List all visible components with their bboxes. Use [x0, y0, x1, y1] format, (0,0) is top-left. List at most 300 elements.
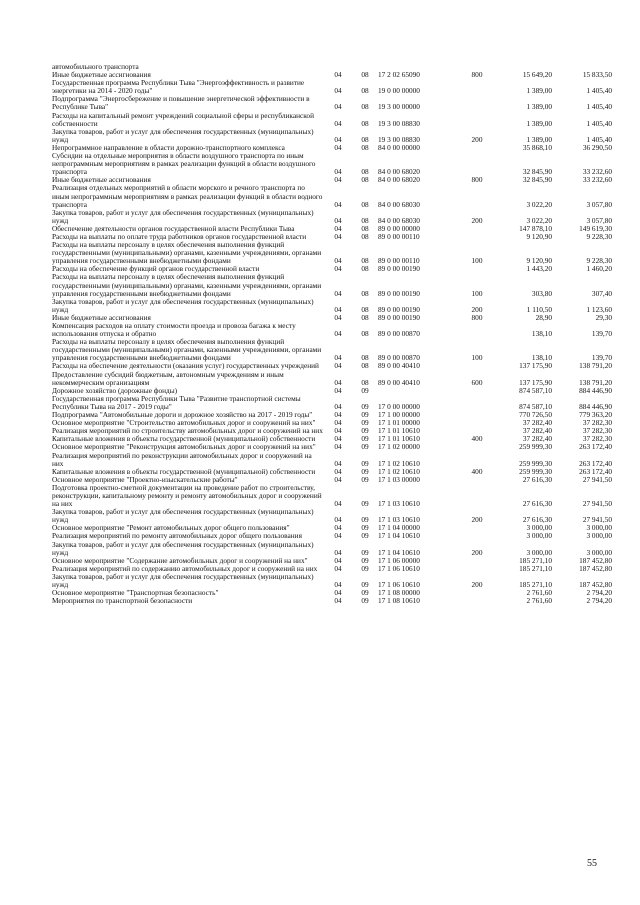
subsection-code-cell: 09	[361, 515, 369, 525]
expense-name-cell: Реализация мероприятий по ремонту автомобильных дорог общего пользования	[52, 531, 302, 541]
amount-year1-cell: 9 120,90	[526, 231, 552, 241]
expense-type-cell: 100	[471, 256, 483, 266]
subsection-code-cell: 09	[361, 555, 369, 565]
expense-type-cell: 200	[471, 515, 483, 525]
amount-year2-cell: 3 057,80	[586, 215, 612, 225]
expense-type-cell	[462, 225, 492, 233]
table-row	[52, 452, 612, 468]
subsection-code-cell: 08	[361, 361, 369, 371]
expense-name-cell: автомобильного транспорта	[52, 62, 139, 71]
subsection-code-cell: 09	[361, 531, 369, 541]
expense-type-cell: 400	[471, 466, 483, 476]
expense-name-cell: Реализация мероприятий по реконструкции автомобильных дорог и сооружений на них	[52, 450, 312, 468]
expense-name-cell: Реализация мероприятий по строительству автомобильных дорог и сооружений на них	[52, 426, 323, 436]
budget-table	[52, 63, 612, 605]
target-article-cell: 19 0 00 00000	[378, 86, 420, 96]
expense-type-cell: 600	[471, 377, 483, 387]
subsection-code-cell: 09	[361, 458, 369, 468]
amount-year1-cell: 32 845,90	[522, 175, 552, 185]
expense-type-cell: 800	[471, 312, 483, 322]
section-code-cell: 04	[334, 231, 342, 241]
section-code-cell: 04	[334, 547, 342, 557]
amount-year2-cell: 307,40	[591, 288, 612, 298]
amount-year2-cell: 1 405,40	[586, 102, 612, 112]
amount-year2-cell: 33 232,60	[582, 167, 612, 177]
subsection-code-cell: 08	[361, 329, 369, 339]
amount-year1-cell: 3 000,00	[526, 531, 552, 541]
amount-year2-cell: 3 000,00	[586, 547, 612, 557]
amount-year1-cell: 770 726,50	[519, 410, 552, 420]
amount-year2-cell: 9 228,30	[586, 256, 612, 266]
expense-type-cell	[462, 79, 492, 95]
table-row	[52, 573, 612, 589]
amount-year1-cell: 9 120,90	[526, 256, 552, 266]
amount-year1-cell: 138,10	[531, 353, 552, 363]
target-article-cell: 89 0 00 00190	[378, 312, 420, 322]
amount-year2-cell: 36 290,50	[582, 142, 612, 152]
target-article-cell: 17 2 02 65090	[378, 70, 420, 80]
expense-type-cell	[462, 144, 492, 152]
amount-year2-cell: 263 172,40	[579, 466, 612, 476]
target-article-cell: 89 0 00 40410	[378, 377, 420, 387]
amount-year2-cell: 27 941,50	[582, 474, 612, 484]
expense-type-cell	[462, 411, 492, 419]
subsection-code-cell: 08	[361, 223, 369, 233]
section-code-cell: 04	[334, 167, 342, 177]
table-row	[52, 508, 612, 524]
expense-type-cell	[462, 152, 492, 176]
subsection-code-cell: 09	[361, 596, 369, 606]
expense-type-cell	[462, 524, 492, 532]
expense-name-cell: Расходы на выплаты персоналу в целях обеспечения выполнения функций государственными (муниципальными) органами, казенными учреждениями, органами управления государственными внебюджетными фондами	[52, 337, 322, 363]
expense-name-cell: Расходы на обеспечение функций органов государственной власти	[52, 264, 260, 274]
amount-year1-cell: 37 282,40	[522, 426, 552, 436]
target-article-cell: 17 1 01 10610	[378, 434, 420, 444]
expense-name-cell: Иные бюджетные ассигнования	[52, 70, 151, 80]
amount-year1-cell: 1 110,50	[526, 304, 552, 314]
amount-year2-cell: 37 282,30	[582, 434, 612, 444]
target-article-cell: 89 0 00 00870	[378, 353, 420, 363]
section-code-cell: 04	[334, 434, 342, 444]
amount-year1-cell: 1 389,00	[526, 86, 552, 96]
budget-table-body	[52, 63, 612, 605]
section-code-cell: 04	[334, 563, 342, 573]
subsection-code-cell: 08	[361, 175, 369, 185]
section-code-cell: 04	[334, 329, 342, 339]
target-article-cell: 19 3 00 08830	[378, 118, 420, 128]
target-article-cell: 17 1 03 00000	[378, 474, 420, 484]
amount-year2-cell: 884 446,90	[579, 401, 612, 411]
amount-year1-cell: 185 271,10	[519, 580, 552, 589]
amount-year1-cell: 137 175,90	[519, 361, 552, 371]
subsection-code-cell: 09	[361, 580, 369, 589]
section-code-cell: 04	[334, 515, 342, 525]
target-article-cell: 84 0 00 68030	[378, 199, 420, 209]
section-code-cell: 04	[334, 264, 342, 274]
expense-type-cell	[462, 452, 492, 468]
target-article-cell: 17 1 02 00000	[378, 442, 420, 452]
target-article-cell: 17 1 06 10610	[378, 563, 420, 573]
target-article-cell: 17 1 08 00000	[378, 588, 420, 598]
target-article-cell: 84 0 00 68030	[378, 215, 420, 225]
subsection-code-cell: 09	[361, 588, 369, 598]
amount-year1-cell: 259 999,30	[519, 458, 552, 468]
table-row	[52, 597, 612, 605]
expense-type-cell	[462, 419, 492, 427]
subsection-code-cell: 09	[361, 401, 369, 411]
table-row	[52, 112, 612, 128]
amount-year2-cell: 27 941,50	[582, 499, 612, 509]
amount-year1-cell: 137 175,90	[519, 377, 552, 387]
table-row	[52, 322, 612, 338]
section-code-cell: 04	[334, 499, 342, 509]
amount-year2-cell: 263 172,40	[579, 458, 612, 468]
amount-year2-cell: 3 000,00	[586, 523, 612, 533]
amount-year1-cell: 259 999,30	[519, 466, 552, 476]
target-article-cell: 17 1 00 00000	[378, 410, 420, 420]
amount-year1-cell: 37 282,40	[522, 418, 552, 428]
section-code-cell: 04	[334, 458, 342, 468]
subsection-code-cell: 08	[361, 167, 369, 177]
expense-name-cell: Закупка товаров, работ и услуг для обеспечения государственных (муниципальных) нужд	[52, 126, 314, 144]
target-article-cell	[378, 387, 462, 395]
amount-year1-cell: 1 389,00	[526, 134, 552, 144]
section-code-cell: 04	[334, 466, 342, 476]
amount-year1-cell: 874 587,10	[519, 385, 552, 395]
amount-year2-cell: 139,70	[591, 353, 612, 363]
amount-year1-cell: 1 389,00	[526, 118, 552, 128]
section-code-cell: 04	[334, 580, 342, 589]
expense-type-cell: 400	[471, 434, 483, 444]
section-code-cell: 04	[334, 118, 342, 128]
target-article-cell: 17 1 04 10610	[378, 547, 420, 557]
expense-type-cell	[462, 233, 492, 241]
amount-year1-cell: 185 271,10	[519, 563, 552, 573]
section-code-cell: 04	[334, 588, 342, 598]
target-article-cell: 89 0 00 00000	[378, 223, 420, 233]
amount-year1-cell: 27 616,30	[522, 474, 552, 484]
amount-year2-cell: 2 794,20	[586, 588, 612, 598]
expense-type-cell	[462, 557, 492, 565]
expense-name-cell: Капитальные вложения в объекты государственной (муниципальной) собственности	[52, 466, 316, 476]
table-row	[52, 371, 612, 387]
table-row	[52, 273, 612, 297]
expense-name-cell: Иные бюджетные ассигнования	[52, 175, 151, 185]
expense-name-cell: Расходы на выплаты по оплате труда работников органов государственной власти	[52, 231, 307, 241]
subsection-code-cell: 09	[361, 434, 369, 444]
expense-type-cell: 200	[471, 580, 483, 589]
expense-type-cell: 200	[471, 134, 483, 144]
target-article-cell: 89 0 00 00870	[378, 329, 420, 339]
section-code-cell: 04	[334, 256, 342, 266]
expense-name-cell: Закупка товаров, работ и услуг для обеспечения государственных (муниципальных) нужд	[52, 571, 314, 589]
amount-year2-cell: 3 057,80	[586, 199, 612, 209]
expense-type-cell	[462, 322, 492, 338]
amount-year1-cell: 3 022,20	[526, 215, 552, 225]
table-row	[52, 79, 612, 95]
table-row	[52, 95, 612, 111]
subsection-code-cell: 09	[361, 410, 369, 420]
expense-name-cell: Закупка товаров, работ и услуг для обеспечения государственных (муниципальных) нужд	[52, 539, 314, 557]
amount-year1-cell: 2 761,60	[526, 588, 552, 598]
target-article-cell: 19 3 00 00000	[378, 102, 420, 112]
expense-type-cell	[462, 265, 492, 273]
expense-name-cell: Закупка товаров, работ и услуг для обеспечения государственных (муниципальных) нужд	[52, 507, 314, 525]
target-article-cell: 89 0 00 00190	[378, 304, 420, 314]
expense-name-cell: Основное мероприятие "Ремонт автомобильных дорог общего пользования"	[52, 523, 290, 533]
amount-year2-cell: 2 794,20	[586, 596, 612, 606]
amount-year2-cell: 1 123,60	[586, 304, 612, 314]
amount-year1-cell: 3 000,00	[526, 547, 552, 557]
target-article-cell: 17 1 01 10610	[378, 426, 420, 436]
expense-name-cell: Компенсация расходов на оплату стоимости проезда и провоза багажа к месту использования отпуска и обратно	[52, 321, 296, 339]
amount-year2-cell: 37 282,30	[582, 418, 612, 428]
section-code-cell: 04	[334, 531, 342, 541]
expense-type-cell	[462, 184, 492, 208]
target-article-cell: 84 0 00 68020	[378, 175, 420, 185]
amount-year2-cell: 187 452,80	[579, 580, 612, 589]
amount-year1-cell: 874 587,10	[519, 401, 552, 411]
expense-name-cell: Основное мероприятие "Реконструкция автомобильных дорог и сооружений на них"	[52, 442, 316, 452]
expense-type-cell: 200	[471, 547, 483, 557]
expense-type-cell	[462, 443, 492, 451]
amount-year2-cell: 884 446,90	[579, 385, 612, 395]
expense-type-cell	[462, 597, 492, 605]
target-article-cell: 17 1 06 10610	[378, 580, 420, 589]
amount-year2-cell: 139,70	[591, 329, 612, 339]
amount-year2-cell: 138 791,20	[579, 361, 612, 371]
section-code-cell: 04	[334, 523, 342, 533]
section-code-cell: 04	[334, 418, 342, 428]
table-row	[52, 152, 612, 176]
subsection-code-cell: 09	[361, 523, 369, 533]
expense-name-cell: Предоставление субсидий бюджетным, автономным учреждениям и иным некоммерческим организациям	[52, 369, 284, 387]
amount-year1-cell: 37 282,40	[522, 434, 552, 444]
amount-year2-cell: 37 282,30	[582, 426, 612, 436]
expense-name-cell: Закупка товаров, работ и услуг для обеспечения государственных (муниципальных) нужд	[52, 207, 314, 225]
amount-year2-cell: 149 619,30	[579, 223, 612, 233]
subsection-code-cell: 08	[361, 256, 369, 266]
section-code-cell: 04	[334, 223, 342, 233]
subsection-code-cell: 08	[361, 70, 369, 80]
amount-year1-cell: 3 000,00	[526, 523, 552, 533]
subsection-code-cell: 08	[361, 377, 369, 387]
target-article-cell: 17 1 01 00000	[378, 418, 420, 428]
subsection-code-cell: 09	[361, 466, 369, 476]
table-row	[52, 395, 612, 411]
subsection-code-cell: 08	[361, 102, 369, 112]
table-row	[52, 209, 612, 225]
amount-year1-cell: 35 868,10	[522, 142, 552, 152]
amount-year2-cell: 263 172,40	[579, 442, 612, 452]
expense-type-cell	[462, 95, 492, 111]
section-code-cell: 04	[334, 134, 342, 144]
subsection-code-cell: 08	[361, 304, 369, 314]
subsection-code-cell: 08	[361, 215, 369, 225]
expense-name-cell: Государственная программа Республики Тыва "Энергоэффективность и развитие энергетики на 2014 - 2020 годы"	[52, 78, 305, 96]
expense-type-cell	[462, 532, 492, 540]
expense-name-cell: Основное мероприятие "Содержание автомобильных дорог и сооружений на них"	[52, 555, 308, 565]
amount-year1-cell: 303,80	[531, 288, 552, 298]
section-code-cell: 04	[334, 86, 342, 96]
expense-type-cell: 100	[471, 353, 483, 363]
expense-type-cell	[462, 362, 492, 370]
section-code-cell: 04	[334, 410, 342, 420]
expense-type-cell: 800	[471, 175, 483, 185]
amount-year2-cell: 9 228,30	[586, 231, 612, 241]
amount-year2-cell: 15 833,50	[582, 70, 612, 80]
amount-year2-cell: 1 405,40	[586, 118, 612, 128]
table-row	[52, 241, 612, 265]
subsection-code-cell: 08	[361, 118, 369, 128]
amount-year1-cell: 15 649,20	[522, 70, 552, 80]
target-article-cell: 17 1 03 10610	[378, 499, 420, 509]
amount-year1-cell: 2 761,60	[526, 596, 552, 606]
target-article-cell: 89 0 00 00190	[378, 264, 420, 274]
table-row	[52, 338, 612, 362]
expense-type-cell	[462, 476, 492, 484]
table-row	[52, 484, 612, 508]
section-code-cell: 04	[334, 596, 342, 606]
section-code-cell: 04	[334, 353, 342, 363]
subsection-code-cell: 08	[361, 199, 369, 209]
expense-name-cell: Дорожное хозяйство (дорожные фонды)	[52, 385, 178, 395]
amount-year2-cell: 27 941,50	[582, 515, 612, 525]
amount-year1-cell: 27 616,30	[522, 515, 552, 525]
section-code-cell: 04	[334, 199, 342, 209]
target-article-cell: 17 1 02 10610	[378, 466, 420, 476]
target-article-cell: 84 0 00 68020	[378, 167, 420, 177]
amount-year2-cell: 1 405,40	[586, 134, 612, 144]
subsection-code-cell: 09	[361, 418, 369, 428]
expense-name-cell: Расходы на выплаты персоналу в целях обеспечения выполнения функций государственными (муниципальными) органами, казенными учреждениями, органами управления государственными внебюджетными фондами	[52, 272, 322, 298]
target-article-cell: 89 0 00 40410	[378, 361, 420, 371]
target-article-cell: 84 0 00 00000	[378, 142, 420, 152]
amount-year2-cell: 138 791,20	[579, 377, 612, 387]
amount-year1-cell: 27 616,30	[522, 499, 552, 509]
expense-name-cell: Субсидии на отдельные мероприятия в области воздушного транспорта по иным непрограммным мероприятиям в рамках реализации функций в области воздушного транспорта	[52, 151, 316, 177]
target-article-cell: 19 3 00 08830	[378, 134, 420, 144]
expense-name-cell: Расходы на капитальный ремонт учреждений социальной сферы и республиканской собственности	[52, 110, 314, 128]
subsection-code-cell: 08	[361, 142, 369, 152]
amount-year1-cell: 185 271,10	[519, 555, 552, 565]
subsection-code-cell: 08	[361, 134, 369, 144]
section-code-cell: 04	[334, 385, 342, 395]
section-code-cell: 04	[334, 426, 342, 436]
expense-type-cell	[462, 565, 492, 573]
expense-type-cell: 100	[471, 288, 483, 298]
table-row	[52, 184, 612, 208]
subsection-code-cell: 08	[361, 86, 369, 96]
target-article-cell: 89 0 00 00110	[378, 231, 420, 241]
subsection-code-cell: 08	[361, 231, 369, 241]
amount-year2-cell: 187 452,80	[579, 555, 612, 565]
expense-name-cell: Капитальные вложения в объекты государственной (муниципальной) собственности	[52, 434, 316, 444]
section-code-cell: 04	[334, 304, 342, 314]
amount-year2-cell: 1 460,20	[586, 264, 612, 274]
expense-name-cell: Иные бюджетные ассигнования	[52, 312, 151, 322]
expense-name-cell: Непрограммное направление в области дорожно-транспортного комплекса	[52, 142, 285, 152]
target-article-cell: 17 1 04 00000	[378, 523, 420, 533]
subsection-code-cell: 09	[361, 474, 369, 484]
amount-year1-cell: 1 443,20	[526, 264, 552, 274]
subsection-code-cell: 09	[361, 499, 369, 509]
section-code-cell: 04	[334, 312, 342, 322]
expense-name-cell: Расходы на обеспечение деятельности (оказания услуг) государственных учреждений	[52, 361, 319, 371]
target-article-cell: 89 0 00 00110	[378, 256, 420, 266]
amount-year2-cell: 187 452,80	[579, 563, 612, 573]
expense-type-cell	[462, 484, 492, 508]
expense-type-cell: 200	[471, 215, 483, 225]
table-row	[52, 298, 612, 314]
expense-name-cell: Подготовка проектно-сметной документации на проведение работ по строительству, реконструкции, капитальному ремонту и ремонту автомобильных дорог и сооружений на них	[52, 482, 322, 509]
expense-type-cell	[462, 395, 492, 411]
subsection-code-cell: 09	[361, 426, 369, 436]
expense-name-cell: Основное мероприятие "Проектно-изыскательские работы"	[52, 474, 238, 484]
amount-year1-cell: 259 999,30	[519, 442, 552, 452]
expense-name-cell: Расходы на выплаты персоналу в целях обеспечения выполнения функций государственными (муниципальными) органами, казенными учреждениями, органами управления государственными внебюджетными фондами	[52, 240, 322, 266]
amount-year2-cell: 779 363,20	[579, 410, 612, 420]
section-code-cell: 04	[334, 555, 342, 565]
target-article-cell: 17 1 03 10610	[378, 515, 420, 525]
amount-year1-cell: 147 878,10	[519, 223, 552, 233]
section-code-cell: 04	[334, 401, 342, 411]
target-article-cell: 17 1 06 00000	[378, 555, 420, 565]
subsection-code-cell: 09	[361, 442, 369, 452]
expense-name-cell: Реализация отдельных мероприятий в области морского и речного транспорта по иным непрограммным мероприятиям в рамках реализации функций в области водного транспорта	[52, 183, 323, 209]
subsection-code-cell: 09	[361, 563, 369, 573]
subsection-code-cell: 09	[361, 547, 369, 557]
section-code-cell: 04	[334, 142, 342, 152]
section-code-cell: 04	[334, 377, 342, 387]
target-article-cell: 89 0 00 00190	[378, 288, 420, 298]
amount-year2-cell: 1 405,40	[586, 86, 612, 96]
section-code-cell: 04	[334, 215, 342, 225]
target-article-cell: 17 1 02 10610	[378, 458, 420, 468]
subsection-code-cell: 08	[361, 264, 369, 274]
expense-name-cell: Основное мероприятие "Строительство автомобильных дорог и сооружений на них"	[52, 418, 316, 428]
amount-year2-cell: 29,30	[595, 312, 612, 322]
amount-year1-cell: 32 845,90	[522, 167, 552, 177]
section-code-cell: 04	[334, 175, 342, 185]
subsection-code-cell: 08	[361, 312, 369, 322]
expense-name-cell: Обеспечение деятельности органов государственной власти Республики Тыва	[52, 223, 295, 233]
expense-type-cell	[462, 589, 492, 597]
expense-name-cell: Основное мероприятие "Транспортная безопасность"	[52, 588, 219, 598]
subsection-code-cell: 08	[361, 288, 369, 298]
amount-year1-cell: 3 022,20	[526, 199, 552, 209]
subsection-code-cell: 08	[361, 353, 369, 363]
section-code-cell: 04	[334, 288, 342, 298]
expense-name-cell: Подпрограмма "Автомобильные дороги и дорожное хозяйство на 2017 - 2019 годы"	[52, 410, 313, 420]
amount-year1-cell: 28,90	[535, 312, 552, 322]
expense-name-cell: Мероприятия по транспортной безопасности	[52, 596, 193, 606]
amount-year1-cell: 138,10	[531, 329, 552, 339]
expense-name-cell: Реализация мероприятий по содержанию автомобильных дорог и сооружений на них	[52, 563, 318, 573]
expense-name-cell: Государственная программа Республики Тыва "Развитие транспортной системы Республики Тыва на 2017 - 2019 годы"	[52, 393, 301, 411]
amount-year2-cell: 3 000,00	[586, 531, 612, 541]
expense-name-cell: Подпрограмма "Энергосбережение и повышение энергетической эффективности в Республике Тыва"	[52, 94, 310, 112]
table-row	[52, 541, 612, 557]
expense-type-cell	[462, 112, 492, 128]
table-row	[52, 128, 612, 144]
amount-year2-cell: 33 232,60	[582, 175, 612, 185]
expense-type-cell: 800	[471, 70, 483, 80]
section-code-cell: 04	[334, 102, 342, 112]
expense-type-cell: 200	[471, 304, 483, 314]
expense-name-cell: Закупка товаров, работ и услуг для обеспечения государственных (муниципальных) нужд	[52, 296, 314, 314]
subsection-code-cell: 09	[361, 385, 369, 395]
